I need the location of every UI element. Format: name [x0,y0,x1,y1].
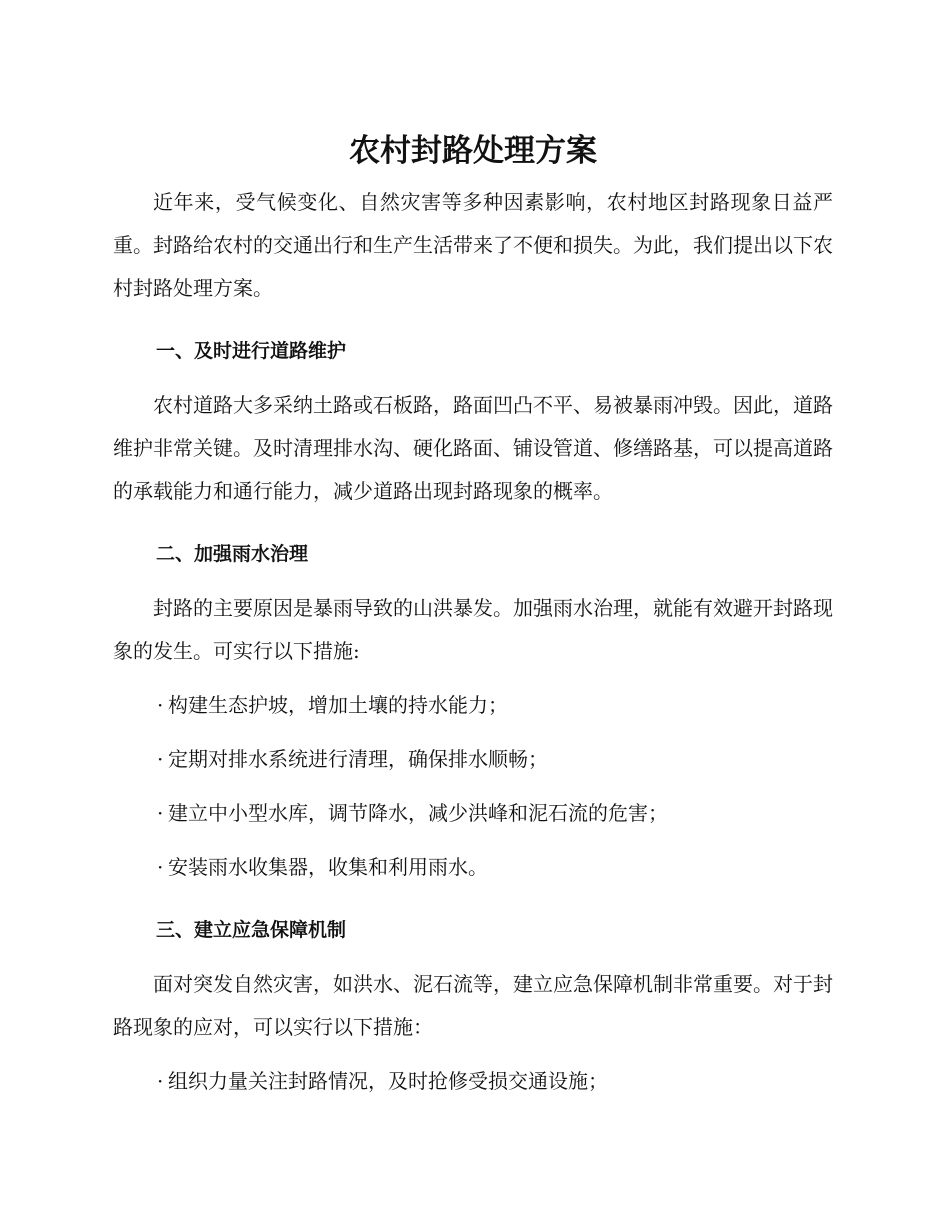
list-item [113,684,833,727]
list-item-text: 建立中小型水库，调节降水，减少洪峰和泥石流的危害； [168,801,668,825]
document-body [113,128,833,1103]
list-item-text: 构建生态护坡，增加土壤的持水能力； [168,693,508,717]
bullet-marker: · [157,855,164,879]
intro-paragraph: 近年来，受气候变化、自然灾害等多种因素影响，农村地区封路现象日益严重。封路给农村的交通出行和生产生活带来了不便和损失。为此，我们提出以下农村封路处理方案。 [113,190,833,300]
list-item-text: 定期对排水系统进行清理，确保排水顺畅； [168,747,548,771]
section-paragraph-2: 封路的主要原因是暴雨导致的山洪暴发。加强雨水治理，就能有效避开封路现象的发生。可实行以下措施: [113,596,833,663]
section-heading-3: 三、建立应急保障机制 [156,919,347,941]
bullet-marker: · [157,747,164,771]
bullet-marker: · [157,1069,164,1093]
list-item-text: 组织力量关注封路情况，及时抢修受损交通设施； [168,1069,608,1093]
list-item [113,792,833,835]
section-paragraph-1: 农村道路大多采纳土路或石板路，路面凹凸不平、易被暴雨冲毁。因此，道路维护非常关键。及时清理排水沟、硬化路面、铺设管道、修缮路基，可以提高道路的承载能力和通行能力，减少道路出现封路现象的概率。 [113,393,833,503]
list-item-text: 安装雨水收集器，收集和利用雨水。 [168,855,488,879]
bullet-marker: · [157,801,164,825]
section-heading-1: 一、及时进行道路维护 [156,340,347,362]
list-item [113,738,833,781]
list-item [113,1060,833,1103]
bullet-marker: · [157,693,164,717]
list-item [113,846,833,889]
section-paragraph-3: 面对突发自然灾害，如洪水、泥石流等，建立应急保障机制非常重要。对于封路现象的应对，可以实行以下措施： [113,972,833,1039]
section-heading-2: 二、加强雨水治理 [156,543,309,565]
document-title: 农村封路处理方案 [349,133,597,169]
